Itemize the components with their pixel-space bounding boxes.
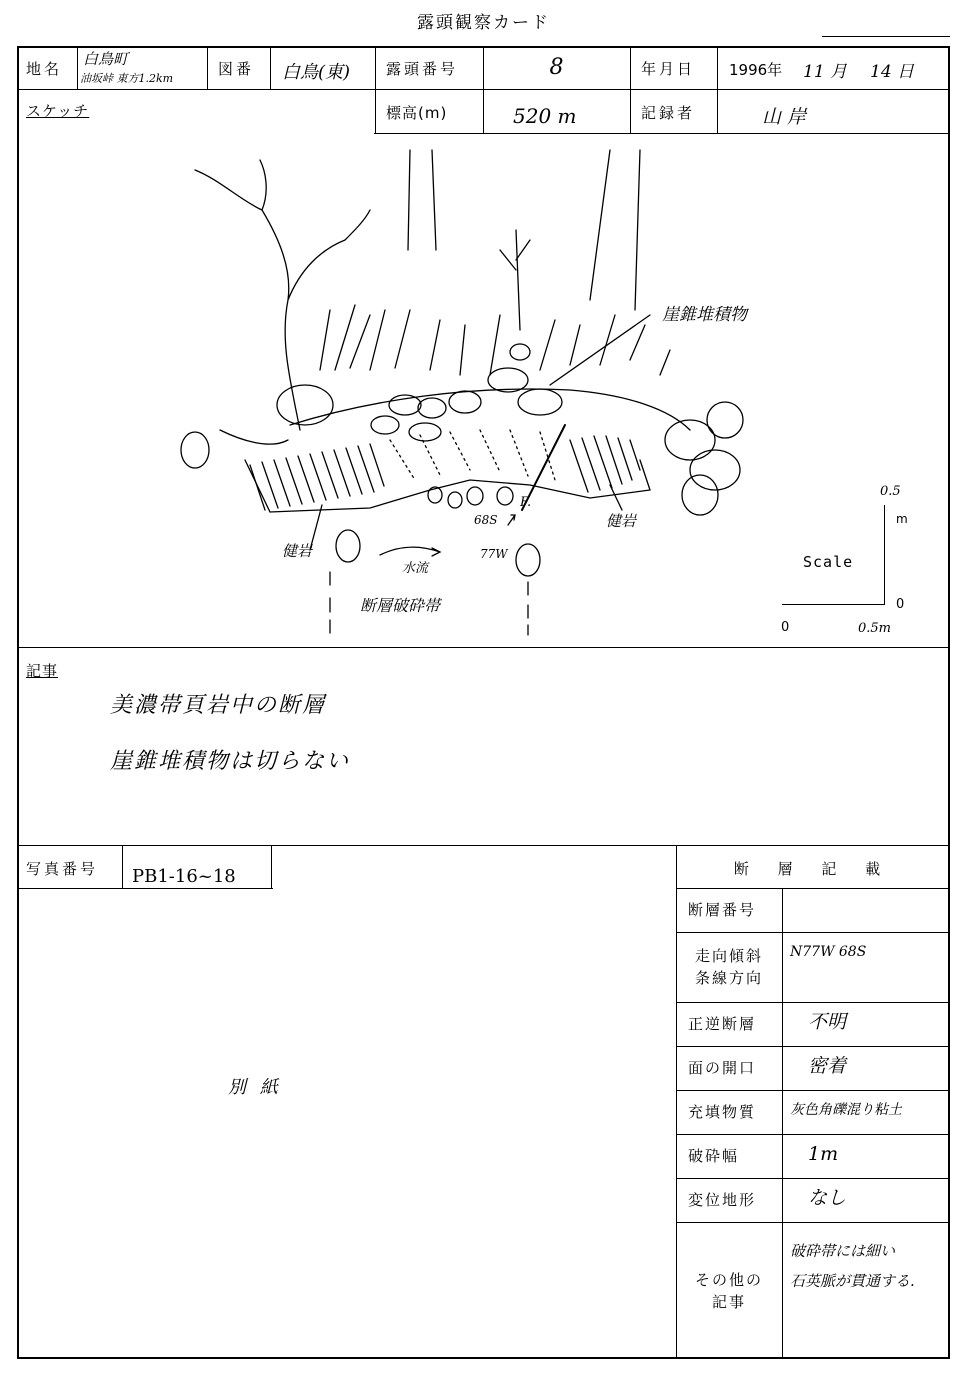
fault-row-value: 密着	[808, 1055, 847, 1077]
deposit-leader	[550, 315, 650, 385]
fault-row-label: 面の開口	[688, 1059, 757, 1077]
tree-trunk-center	[408, 150, 436, 250]
grid-line	[207, 46, 208, 89]
photo-row-divider	[17, 888, 273, 889]
date-month: 11 月	[803, 62, 848, 82]
grid-line	[630, 46, 631, 133]
grid-line	[122, 845, 123, 888]
scale-vertical-bar	[884, 505, 885, 605]
place-line2: 油坂峠 東方1.2km	[80, 72, 174, 85]
fault-row-value: 破砕帯には細い 石英脈が貫通する.	[790, 1242, 915, 1290]
recorder-value: 山 岸	[762, 106, 807, 128]
notes-line2: 崖錐堆積物は切らない	[110, 749, 351, 774]
fault-row-label: 破砕幅	[688, 1147, 740, 1165]
place-line1: 白鳥町	[83, 50, 129, 68]
notes-line1: 美濃帯頁岩中の断層	[110, 693, 327, 718]
fault-row-value: 不明	[808, 1011, 847, 1033]
grid-line	[717, 46, 718, 133]
fault-row-label: 変位地形	[688, 1191, 757, 1209]
fracture-zone-label: 断層破砕帯	[360, 596, 441, 615]
fault-row-label: 正逆断層	[688, 1015, 757, 1033]
outcrop-sketch	[170, 140, 790, 650]
elevation-value: 520 m	[513, 104, 577, 128]
photo-body: 別 紙	[228, 1077, 282, 1098]
scale-top-value: 0.5	[880, 484, 901, 499]
fault-mark: F.	[520, 495, 532, 510]
scale-right-zero: 0	[896, 597, 905, 612]
grid-line	[271, 845, 272, 888]
fault-row-value: なし	[808, 1187, 847, 1209]
water-flow-label: 水流	[402, 561, 429, 576]
map-value: 白鳥(東)	[282, 62, 351, 83]
fault-table-mid	[782, 888, 783, 1359]
rock-right-label: 健岩	[606, 512, 637, 530]
title-rule	[822, 36, 950, 37]
outcrop-no-label: 露頭番号	[386, 60, 459, 78]
fault-row-value: N77W 68S	[790, 944, 867, 960]
fault-row-value: 灰色角礫混り粘土	[790, 1102, 902, 1118]
fault-row-label: 断層番号	[688, 901, 757, 919]
date-day: 14 日	[870, 62, 915, 82]
photo-label: 写真番号	[26, 860, 99, 878]
sapling	[500, 230, 530, 330]
fault-row-label: その他の 記事	[694, 1270, 763, 1311]
notes-top-divider	[17, 647, 950, 648]
fault-row-value: 1m	[808, 1143, 839, 1165]
date-label: 年月日	[641, 60, 696, 78]
sketch-label: スケッチ	[26, 102, 90, 120]
scale-horizontal-bar	[782, 604, 885, 605]
photo-value: PB1-16~18	[132, 866, 236, 887]
fault-title: 断 層 記 載	[733, 860, 893, 878]
recorder-label: 記録者	[641, 104, 696, 122]
scale-bottom-value: 0.5m	[858, 621, 892, 636]
grid-line	[77, 46, 78, 89]
scale-unit: m	[896, 512, 908, 526]
grid-line	[270, 46, 271, 89]
fault-row-label: 走向傾斜 条線方向	[694, 947, 763, 987]
place-label: 地名	[26, 60, 63, 78]
tree-trunk-right	[590, 150, 640, 310]
scale-label: Scale	[803, 553, 854, 571]
map-label: 図番	[218, 60, 255, 78]
sketch-cell-gap	[19, 131, 374, 135]
rock-left-label: 健岩	[282, 542, 313, 560]
grass	[320, 305, 670, 375]
strike-label: 77W	[480, 547, 508, 561]
fault-row-label: 充填物質	[688, 1103, 757, 1121]
tree-left	[195, 160, 370, 430]
grid-line	[375, 46, 376, 133]
date-year: 1996年	[729, 61, 783, 79]
notes-label: 記事	[26, 662, 59, 680]
card-title: 露頭観察カード	[417, 13, 550, 33]
photo-top-divider	[17, 845, 950, 846]
water-flow-arrow	[380, 547, 440, 556]
outcrop-no-value: 8	[549, 55, 564, 80]
deposit-label: 崖錐堆積物	[662, 305, 747, 325]
scale-bottom-zero: 0	[781, 620, 790, 635]
elevation-label: 標高(m)	[386, 104, 448, 122]
dip-label: 68S	[474, 513, 498, 527]
